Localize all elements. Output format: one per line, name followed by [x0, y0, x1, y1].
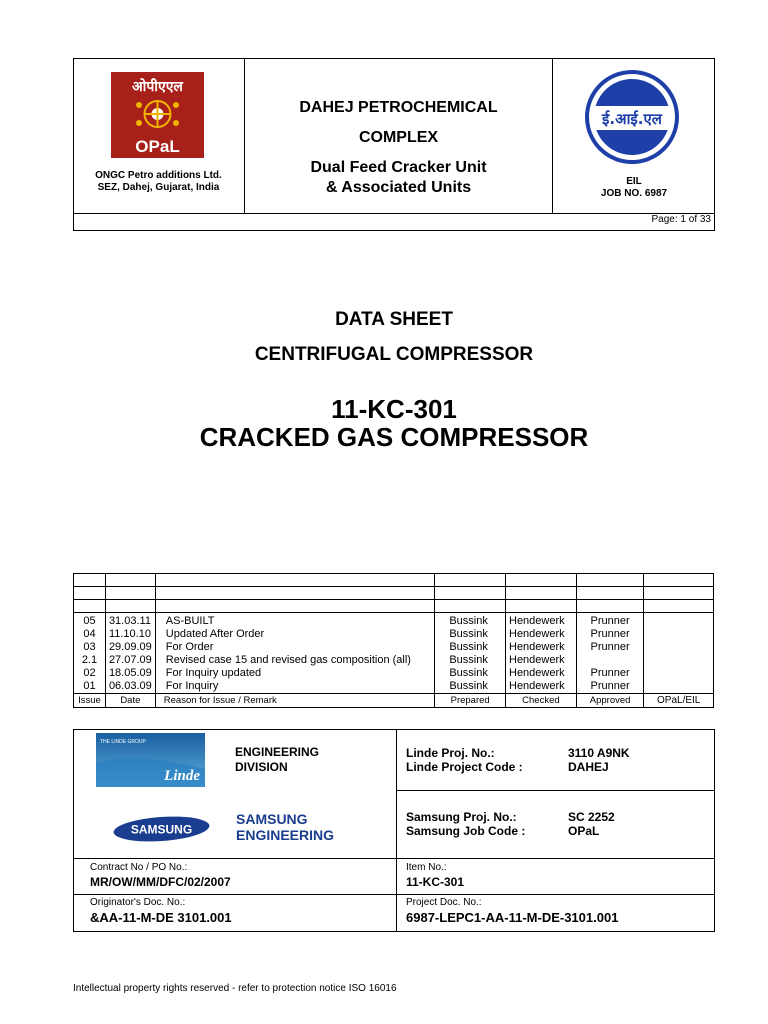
- blank-row: [74, 600, 714, 613]
- engineering-division: [235, 745, 319, 775]
- revision-table: [73, 573, 714, 708]
- linde-code-label: Linde Project Code :: [406, 760, 523, 774]
- originator-doc-value: &AA-11-M-DE 3101.001: [90, 910, 232, 925]
- rev-approved: Prunner: [576, 628, 644, 641]
- samsung-logo-text: SAMSUNG: [130, 822, 193, 837]
- page-number: Page: 1 of 33: [651, 214, 711, 225]
- doc-title-line1: DATA SHEET: [335, 309, 453, 330]
- footer-notice: Intellectual property rights reserved - refer to protection notice ISO 16016: [73, 983, 397, 994]
- rev-date: 18.05.09: [105, 667, 155, 680]
- revision-row: [74, 628, 714, 641]
- rev-issue: 05: [74, 613, 106, 629]
- title-block-line2: [73, 858, 715, 859]
- company-line2: SEZ, Dahej, Gujarat, India: [97, 182, 220, 193]
- eil-logo-text: ई.आई.एल: [602, 110, 662, 128]
- blank-row: [74, 574, 714, 587]
- header-title-line4: & Associated Units: [325, 179, 472, 196]
- linde-logo-text: Linde: [164, 768, 200, 784]
- revision-header-row: [74, 694, 714, 708]
- header-title: [245, 98, 552, 198]
- rev-date: 31.03.11: [105, 613, 155, 629]
- rev-checked: Hendewerk: [506, 680, 577, 694]
- linde-proj-label: Linde Proj. No.:: [406, 746, 495, 760]
- rev-reason: For Order: [155, 641, 435, 654]
- title-block-divider: [396, 729, 397, 932]
- contract-value: MR/OW/MM/DFC/02/2007: [90, 875, 231, 889]
- samsung-eng-line1: SAMSUNG: [236, 811, 308, 827]
- linde-logo: [96, 733, 205, 787]
- rev-reason: For Inquiry: [155, 680, 435, 694]
- rev-checked: Hendewerk: [506, 613, 577, 629]
- rev-approved: Prunner: [576, 641, 644, 654]
- header-bottom-line: [73, 213, 715, 214]
- project-doc-value: 6987-LEPC1-AA-11-M-DE-3101.001: [406, 910, 619, 925]
- header-title-line2: COMPLEX: [358, 129, 439, 146]
- rev-opal: [644, 654, 714, 667]
- rev-prepared: Bussink: [435, 628, 506, 641]
- rev-prepared: Bussink: [435, 641, 506, 654]
- col-checked: Checked: [506, 694, 577, 708]
- rev-prepared: Bussink: [435, 680, 506, 694]
- eil-logo: [584, 70, 680, 164]
- samsung-proj-value: SC 2252: [568, 810, 615, 824]
- eil-label: EIL: [626, 176, 642, 187]
- rev-opal: [644, 667, 714, 680]
- col-reason: Reason for Issue / Remark: [155, 694, 435, 708]
- rev-opal: [644, 680, 714, 694]
- rev-opal: [644, 628, 714, 641]
- rev-issue: 2.1: [74, 654, 106, 667]
- col-date: Date: [105, 694, 155, 708]
- col-issue: Issue: [74, 694, 106, 708]
- revision-row: [74, 613, 714, 629]
- rev-issue: 02: [74, 667, 106, 680]
- item-label: Item No.:: [406, 862, 447, 873]
- revision-row: [74, 667, 714, 680]
- rev-approved: Prunner: [576, 680, 644, 694]
- linde-code-value: DAHEJ: [568, 760, 609, 774]
- originator-doc-label: Originator's Doc. No.:: [90, 897, 186, 908]
- eng-line1: ENGINEERING: [235, 745, 320, 759]
- rev-approved: Prunner: [576, 667, 644, 680]
- rev-prepared: Bussink: [435, 667, 506, 680]
- eil-info: [553, 176, 715, 200]
- rev-opal: [644, 613, 714, 629]
- title-block-line1: [396, 790, 715, 791]
- col-approved: Approved: [576, 694, 644, 708]
- rev-checked: Hendewerk: [506, 628, 577, 641]
- eng-line2: DIVISION: [235, 760, 288, 774]
- header-title-line3: Dual Feed Cracker Unit: [310, 159, 487, 176]
- col-opal-eil: OPaL/EIL: [644, 694, 714, 708]
- header-title-line1: DAHEJ PETROCHEMICAL: [299, 99, 498, 116]
- rev-prepared: Bussink: [435, 613, 506, 629]
- samsung-logo: [113, 814, 210, 844]
- col-prepared: Prepared: [435, 694, 506, 708]
- rev-checked: Hendewerk: [506, 667, 577, 680]
- company-line1: ONGC Petro additions Ltd.: [95, 170, 222, 181]
- blank-row: [74, 587, 714, 600]
- rev-date: 06.03.09: [105, 680, 155, 694]
- doc-title-line4: CRACKED GAS COMPRESSOR: [199, 422, 589, 452]
- project-doc-label: Project Doc. No.:: [406, 897, 482, 908]
- samsung-job-value: OPaL: [568, 824, 600, 838]
- title-block-line3: [73, 894, 715, 895]
- samsung-job-label: Samsung Job Code :: [406, 824, 526, 838]
- contract-label: Contract No / PO No.:: [90, 862, 188, 873]
- rev-checked: Hendewerk: [506, 654, 577, 667]
- rev-reason: Updated After Order: [155, 628, 435, 641]
- rev-date: 29.09.09: [105, 641, 155, 654]
- rev-reason: For Inquiry updated: [155, 667, 435, 680]
- revision-row: [74, 680, 714, 694]
- rev-reason: AS-BUILT: [155, 613, 435, 629]
- eil-job-no: JOB NO. 6987: [600, 188, 668, 199]
- rev-issue: 04: [74, 628, 106, 641]
- opal-logo: [111, 72, 204, 158]
- rev-checked: Hendewerk: [506, 641, 577, 654]
- samsung-proj-label: Samsung Proj. No.:: [406, 810, 517, 824]
- linde-group-text: THE LINDE GROUP: [100, 739, 146, 745]
- linde-proj-value: 3110 A9NK: [568, 746, 630, 760]
- samsung-engineering: [236, 811, 334, 843]
- revision-row: [74, 654, 714, 667]
- revision-row: [74, 641, 714, 654]
- rev-issue: 01: [74, 680, 106, 694]
- rev-approved: Prunner: [576, 613, 644, 629]
- company-name: [75, 170, 242, 194]
- doc-title-line2: CENTRIFUGAL COMPRESSOR: [254, 344, 534, 365]
- item-value: 11-KC-301: [406, 875, 465, 889]
- samsung-eng-line2: ENGINEERING: [236, 827, 335, 843]
- opal-logo-text: OPaL: [135, 137, 180, 156]
- rev-reason: Revised case 15 and revised gas composition (all): [155, 654, 435, 667]
- doc-title-line3: 11-KC-301: [331, 394, 457, 424]
- rev-date: 11.10.10: [105, 628, 155, 641]
- opal-logo-hindi: ओपीएएल: [132, 79, 183, 95]
- rev-issue: 03: [74, 641, 106, 654]
- rev-opal: [644, 641, 714, 654]
- rev-approved: [576, 654, 644, 667]
- rev-prepared: Bussink: [435, 654, 506, 667]
- rev-date: 27.07.09: [105, 654, 155, 667]
